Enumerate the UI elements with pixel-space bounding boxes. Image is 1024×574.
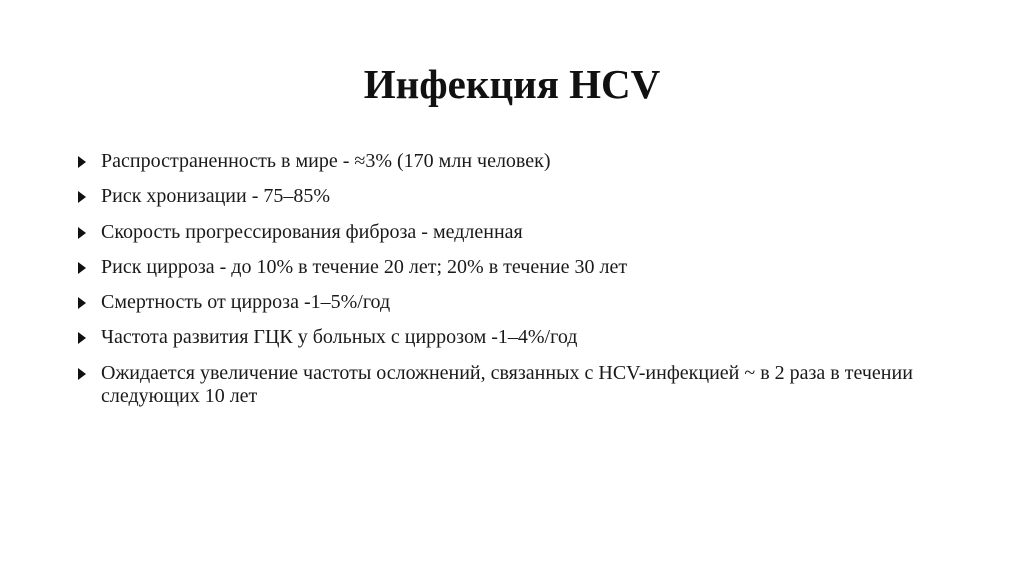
slide-title: Инфекция HCV bbox=[363, 61, 661, 107]
bullet-text: Риск хронизации - 75–85% bbox=[101, 185, 331, 208]
bullet-text: Частота развития ГЦК у больных с циррозом -1–4%/год bbox=[101, 326, 578, 349]
bullet-item bbox=[75, 326, 935, 349]
bullet-list bbox=[75, 150, 935, 420]
triangle-bullet-icon bbox=[78, 191, 86, 203]
bullet-text: Риск цирроза - до 10% в течение 20 лет; 20% в течение 30 лет bbox=[101, 255, 628, 278]
bullet-item bbox=[75, 256, 935, 279]
triangle-bullet-icon bbox=[78, 332, 86, 344]
bullet-text: Распространенность в мире - ≈3% (170 млн человек) bbox=[101, 150, 551, 172]
bullet-item bbox=[75, 150, 935, 173]
bullet-text: Ожидается увеличение частоты осложнений, связанных с HCV-инфекцией ~ в 2 раза в течении следующих 10 лет bbox=[101, 361, 913, 407]
triangle-bullet-icon bbox=[78, 297, 86, 309]
bullet-item bbox=[75, 362, 935, 408]
triangle-bullet-icon bbox=[78, 156, 86, 168]
bullet-item bbox=[75, 221, 935, 244]
bullet-text: Смертность от цирроза -1–5%/год bbox=[101, 291, 391, 314]
bullet-item bbox=[75, 185, 935, 208]
bullet-item bbox=[75, 291, 935, 314]
triangle-bullet-icon bbox=[78, 227, 86, 239]
triangle-bullet-icon bbox=[78, 262, 86, 274]
triangle-bullet-icon bbox=[78, 368, 86, 380]
bullet-text: Скорость прогрессирования фиброза - медленная bbox=[101, 220, 523, 243]
